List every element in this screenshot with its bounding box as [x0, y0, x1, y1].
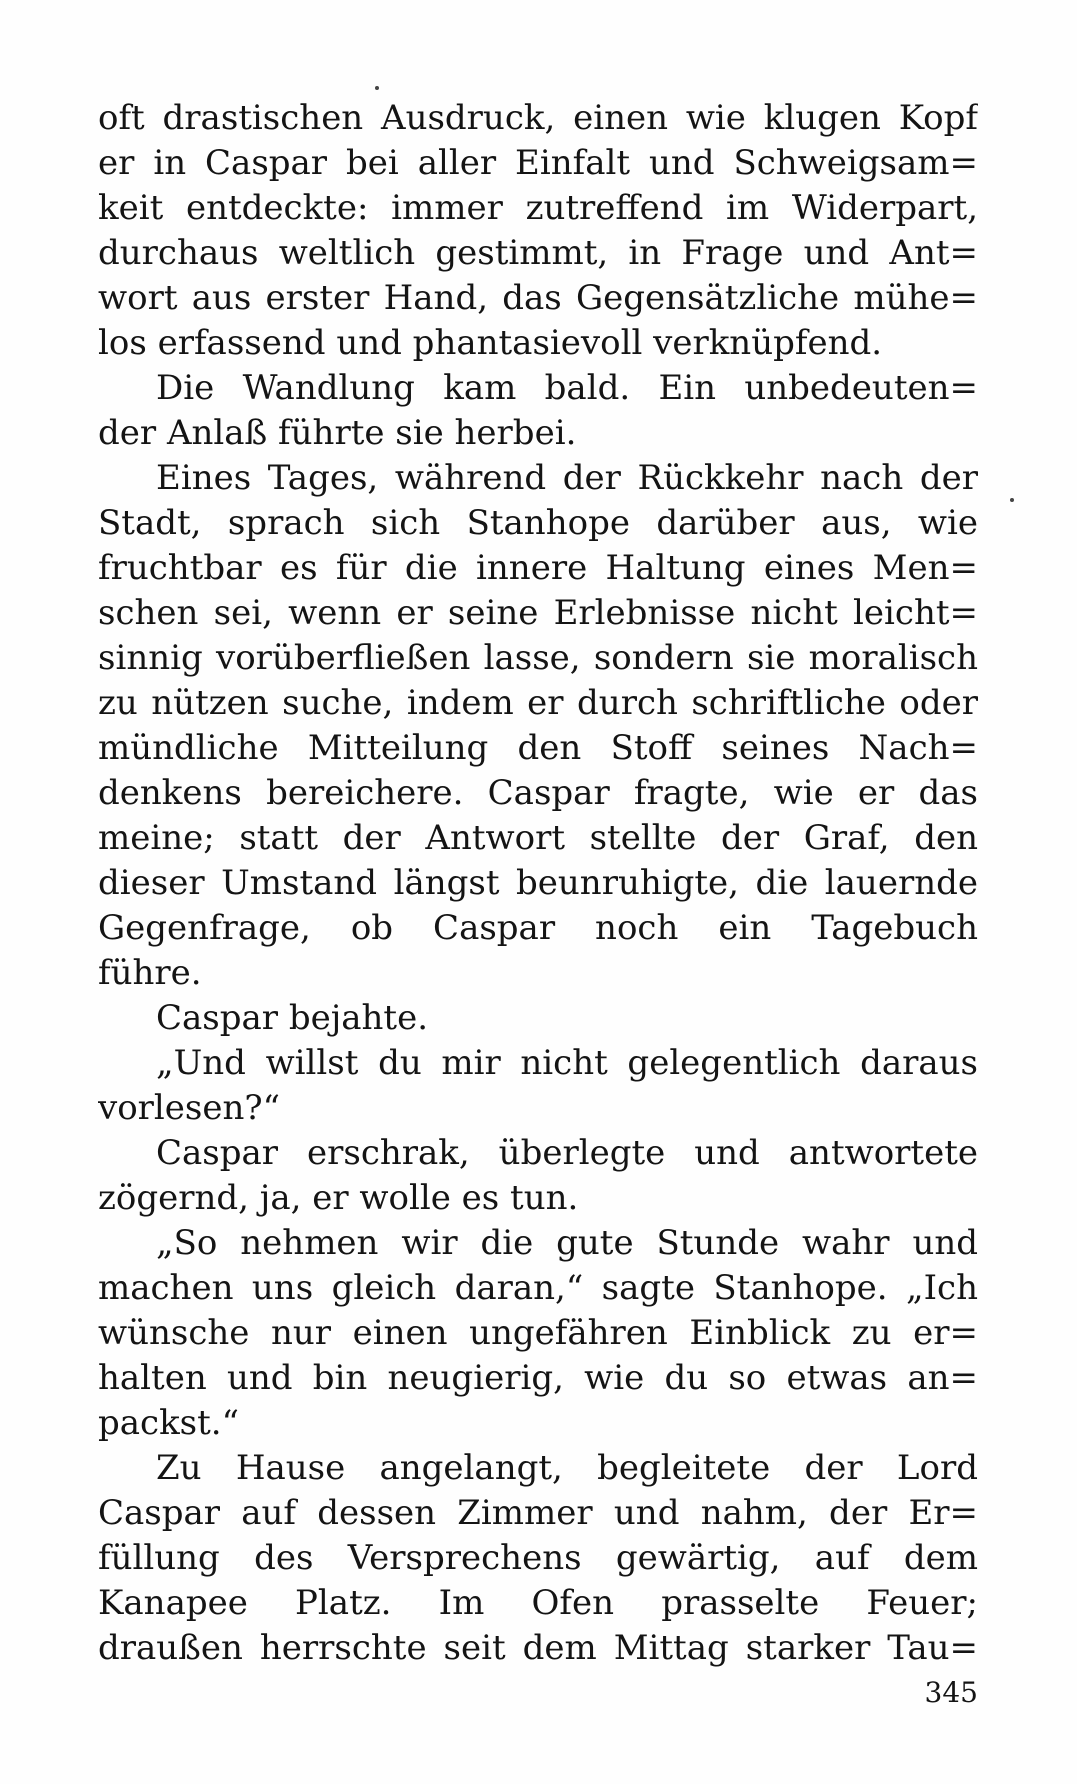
text-line: vorlesen?“ [98, 1088, 281, 1128]
text-line: keit entdeckte: immer zutreffend im Widerpart, [98, 188, 978, 228]
text-line: sinnig vorüberfließen lasse, sondern sie moralisch [98, 638, 978, 678]
text-line: meine; statt der Antwort stellte der Graf, den [98, 818, 978, 858]
paragraph-first-line: Caspar erschrak, überlegte und antwortete [156, 1133, 978, 1173]
text-line: zu nützen suche, indem er durch schriftliche oder [98, 683, 978, 723]
text-line: Kanapee Platz. Im Ofen prasselte Feuer; [98, 1583, 978, 1623]
text-line: Stadt, sprach sich Stanhope darüber aus, wie [98, 503, 978, 543]
text-line: schen sei, wenn er seine Erlebnisse nicht leicht= [98, 593, 978, 633]
print-speck [375, 86, 379, 90]
text-line: fruchtbar es für die innere Haltung eines Men= [98, 548, 978, 588]
text-line: wort aus erster Hand, das Gegensätzliche mühe= [98, 278, 978, 318]
text-line: oft drastischen Ausdruck, einen wie klugen Kopf [98, 98, 978, 138]
print-speck [1010, 498, 1014, 502]
paragraph-first-line: „So nehmen wir die gute Stunde wahr und [156, 1223, 978, 1263]
text-line: draußen herrschte seit dem Mittag starker Tau= [98, 1628, 978, 1668]
paragraph-first-line: Eines Tages, während der Rückkehr nach der [156, 458, 978, 498]
text-line: Gegenfrage, ob Caspar noch ein Tagebuch [98, 908, 978, 948]
text-line: wünsche nur einen ungefähren Einblick zu er= [98, 1313, 978, 1353]
paragraph-first-line: Caspar bejahte. [156, 998, 429, 1038]
paragraph-first-line: „Und willst du mir nicht gelegentlich daraus [156, 1043, 978, 1083]
text-line: zögernd, ja, er wolle es tun. [98, 1178, 579, 1218]
text-line: los erfassend und phantasievoll verknüpfend. [98, 323, 883, 363]
text-line: füllung des Versprechens gewärtig, auf dem [98, 1538, 978, 1578]
text-line: Caspar auf dessen Zimmer und nahm, der Er= [98, 1493, 978, 1533]
paragraph-first-line: Die Wandlung kam bald. Ein unbedeuten= [156, 368, 978, 408]
text-line: führe. [98, 953, 202, 993]
text-line: er in Caspar bei aller Einfalt und Schweigsam= [98, 143, 978, 183]
text-line: der Anlaß führte sie herbei. [98, 413, 577, 453]
text-line: packst.“ [98, 1403, 239, 1443]
text-line: dieser Umstand längst beunruhigte, die lauernde [98, 863, 978, 903]
body-text [98, 96, 978, 1671]
page-number: 345 [924, 1676, 978, 1709]
text-line: halten und bin neugierig, wie du so etwas an= [98, 1358, 978, 1398]
text-line: denkens bereichere. Caspar fragte, wie er das [98, 773, 978, 813]
text-line: machen uns gleich daran,“ sagte Stanhope. „Ich [98, 1268, 978, 1308]
text-line: mündliche Mitteilung den Stoff seines Nach= [98, 728, 978, 768]
paragraph-first-line: Zu Hause angelangt, begleitete der Lord [156, 1448, 978, 1488]
text-line: durchaus weltlich gestimmt, in Frage und Ant= [98, 233, 978, 273]
